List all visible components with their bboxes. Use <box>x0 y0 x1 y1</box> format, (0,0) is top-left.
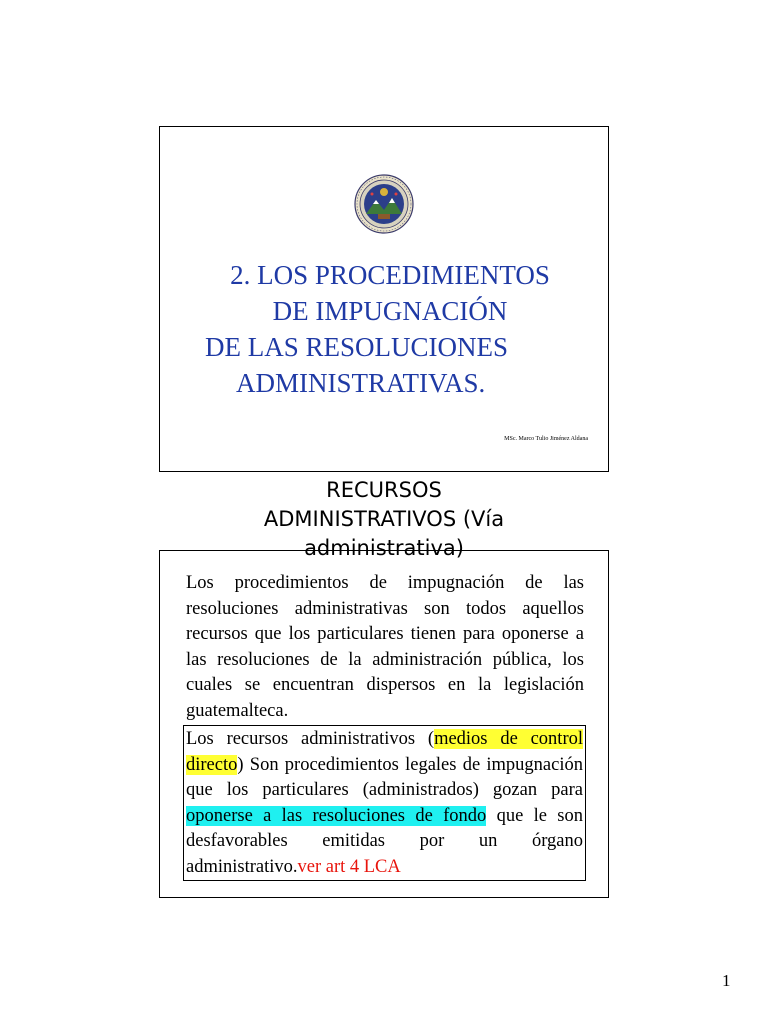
reference-art-4-lca: ver art 4 LCA <box>297 856 401 877</box>
paragraph2-part3: que le son desfavorables emitidas por un órgano administrativo. <box>186 805 583 877</box>
slide-title <box>160 257 620 401</box>
title-line-4: ADMINISTRATIVAS. <box>236 368 486 398</box>
heading-line-3: administrativa) <box>304 536 464 560</box>
paragraph2-part2: ) Son procedimientos legales de impugnación que los particulares (administrados) gozan para <box>186 754 583 800</box>
paragraph2-part1: Los recursos administrativos ( <box>186 729 435 749</box>
slide2-heading <box>159 476 609 563</box>
author-credit: MSc. Marco Tulio Jiménez Aldana <box>504 436 588 442</box>
title-line-3: DE LAS RESOLUCIONES <box>205 332 509 362</box>
university-seal-icon <box>354 174 414 234</box>
title-line-1: 2. LOS PROCEDIMIENTOS <box>230 260 550 290</box>
page-number: 1 <box>722 971 731 990</box>
heading-line-2: ADMINISTRATIVOS (Vía <box>263 507 505 531</box>
highlight-oponerse: oponerse a las resoluciones de fondo <box>186 805 487 826</box>
highlight-control-directo: medios de control directo <box>186 729 583 775</box>
slide-title-frame <box>159 126 609 472</box>
slide-content-frame <box>159 550 609 898</box>
definition-paragraph: Los procedimientos de impugnación de las resoluciones administrativas son todos aquellos recursos que los particulares tienen para oponerse a las resoluciones de la administración pública, los cuales se encuentran dispersos en la legislación guatemalteca. <box>186 573 584 721</box>
boxed-definition-paragraph <box>183 725 586 881</box>
title-line-2: DE IMPUGNACIÓN <box>272 296 508 326</box>
heading-line-1: RECURSOS <box>326 478 442 502</box>
